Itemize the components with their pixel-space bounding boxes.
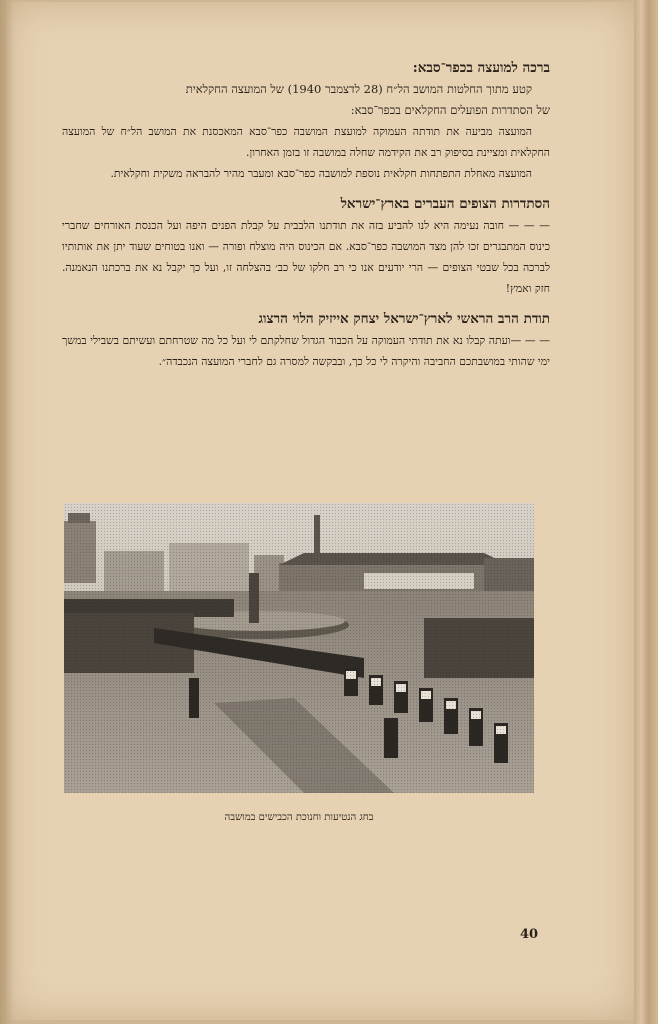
tree-planting-festival-photo [64,503,534,793]
page-edges [634,0,658,1024]
section1-heading: ברכה למועצה בכפר־סבא: [412,60,550,76]
section1-intro: קטע מתוך החלטות המושב הל״ח (28 לדצמבר 1940) של המועצה החקלאית [185,82,532,96]
section2-heading: הסתדרות הצופים העברים בארץ־ישראל [340,196,550,212]
photo-caption: בחג הנטיעות וחנוכת הכבישים במושבה [224,812,374,823]
section1-org: של הסתדרות הפועלים החקלאים בכפר־סבא: [350,103,550,117]
section1-paragraph-1: המועצה מביעה את תודתה העמוקה למועצת המושבה כפר־סבא המאכסנת את המושב הל״ח של המועצה החקלאית ומציינת בסיפוק רב את הקידמה שחלה במושבה זו בזמן האחרון. [62,125,550,159]
section2-body: — — — חובה נעימה היא לנו להביע בזה את תודתנו הלבבית על קבלת הפנים היפה ועל הכנסת האורחים שחברי כינוס המתבגרים זכו להן מצד המושבה כפר־סבא. אם הכינוס היה מוצלח ופורה — ואנו בטוחים שעוד יתן את אותותיו לברכה בכל שבטי הצופים — הרי יודעים אנו כי רב חלקו של כב׳ בהצלחה זו, ועל כך יקבל נא את ברכתנו הנאמנה. חזק ואמץ! [62,219,550,295]
article-text [62,58,550,372]
binding-shadow [0,0,14,1024]
page-number: 40 [520,927,539,942]
section3-heading: תודת הרב הראשי לארץ־ישראל יצחק אייזיק הלוי הרצוג [258,311,550,327]
section1-paragraph-2: המועצה מאחלת התפתחות חקלאית נוספת למושבה כפר־סבא ומעבר מהיר להבראה משקית וחקלאית. [110,167,532,180]
photograph [64,503,534,793]
section3-body: — — —ועתה קבלו נא את תודתי העמוקה על הכבוד הגדול שחלקתם לי ועל כל מה שטרחתם ועשיתם בשבילי במשך ימי שהותי במושבתכם החביבה והיקרה לי כל כך, ובבקשה למסרה גם לחברי המועצה הנכבדה״. [62,334,550,368]
